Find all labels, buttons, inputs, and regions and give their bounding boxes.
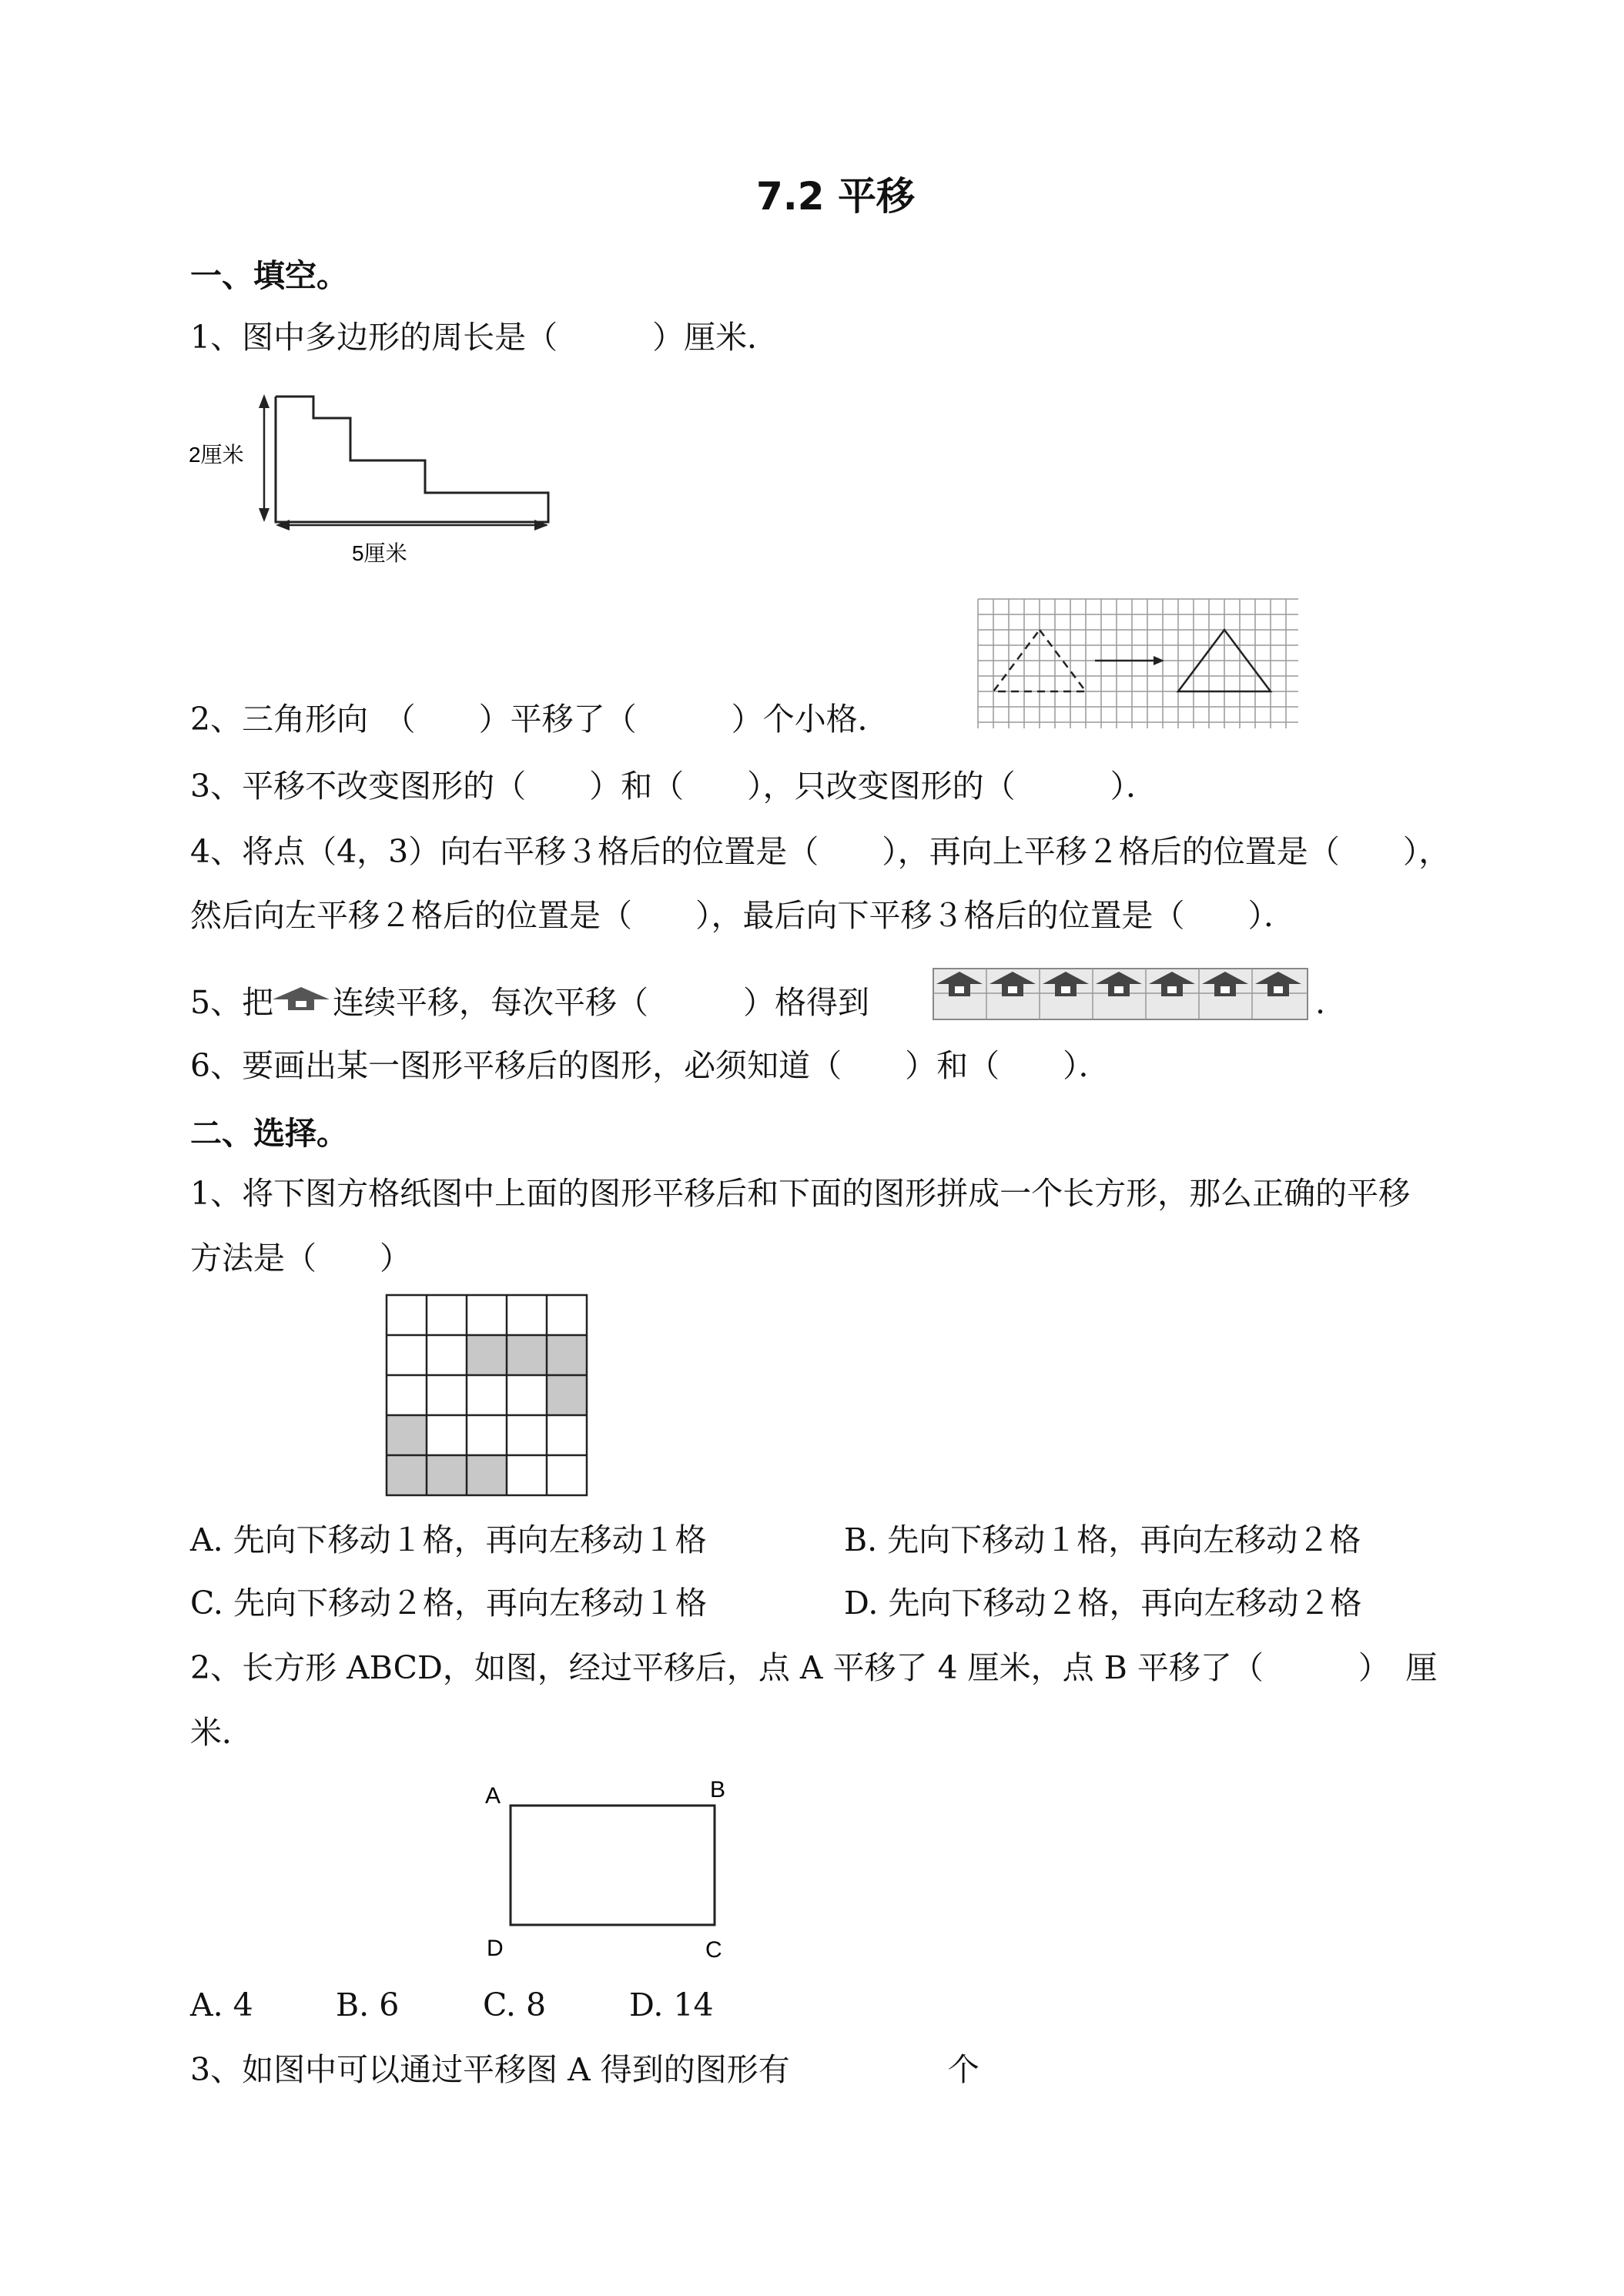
question-1-5-prefix: 5、把 <box>190 984 274 1021</box>
height-arrow-bottom <box>259 508 270 522</box>
option-2-1-d: D. 先向下移动２格，再向左移动２格 <box>844 1585 1362 1622</box>
height-arrow-top <box>259 394 270 408</box>
triangle-grid-figure <box>976 597 1300 728</box>
vertex-label-d: D <box>487 1936 504 1961</box>
option-2-2-a: A. 4 <box>190 1986 253 2023</box>
question-1-2: 2、三角形向 （ ）平移了（ ）个小格． <box>190 701 889 738</box>
translated-roof-strip <box>932 967 1309 1021</box>
section-heading-fill-blank: 一、填空。 <box>190 257 348 294</box>
option-2-2-d: D. 14 <box>629 1986 714 2023</box>
question-2-1-line2: 方法是（ ） <box>190 1240 411 1277</box>
question-1-6: 6、要画出某一图形平移后的图形，必须知道（ ）和（ ）． <box>190 1047 1110 1084</box>
section-heading-choice: 二、选择。 <box>190 1115 348 1152</box>
vertex-label-b: B <box>710 1777 726 1802</box>
question-2-2-line2: 米． <box>190 1714 253 1751</box>
question-1-5-middle: 连续平移，每次平移（ ）格得到 <box>333 984 869 1021</box>
staircase-outline <box>276 397 548 522</box>
option-2-1-b: B. 先向下移动１格，再向左移动２格 <box>844 1521 1361 1558</box>
option-2-2-b: B. 6 <box>336 1986 400 2023</box>
option-2-1-c: C. 先向下移动２格，再向左移动１格 <box>190 1585 707 1622</box>
question-2-2-line1: 2、长方形 ABCD，如图，经过平移后，点 A 平移了 4 厘米，点 B 平移了（ ） 厘 <box>190 1649 1438 1686</box>
question-1-1: 1、图中多边形的周长是（ ）厘米． <box>190 319 779 356</box>
square-grid-figure <box>387 1295 587 1495</box>
staircase-polygon-figure <box>185 385 554 570</box>
option-2-1-a: A. 先向下移动１格，再向左移动１格 <box>190 1521 707 1558</box>
question-2-1-line1: 1、将下图方格纸图中上面的图形平移后和下面的图形拼成一个长方形，那么正确的平移 <box>190 1175 1411 1212</box>
question-2-3: 3、如图中可以通过平移图 A 得到的图形有 个 <box>190 2051 979 2088</box>
question-1-5-suffix: . <box>1315 984 1326 1021</box>
question-1-4-line2: 然后向左平移２格后的位置是（ ），最后向下平移３格后的位置是（ ）． <box>190 897 1295 934</box>
rectangle-abcd <box>511 1806 715 1925</box>
rectangle-abcd-figure <box>477 1771 755 1971</box>
vertex-label-c: C <box>705 1937 722 1963</box>
page-title: 7.2 平移 <box>756 174 915 219</box>
height-label: 2厘米 <box>189 443 244 467</box>
question-1-3: 3、平移不改变图形的（ ）和（ ），只改变图形的（ ）． <box>190 768 1158 805</box>
house-roof-icon <box>271 986 331 1013</box>
option-2-2-c: C. 8 <box>483 1986 547 2023</box>
vertex-label-a: A <box>485 1783 501 1809</box>
width-label: 5厘米 <box>352 541 407 565</box>
question-1-4-line1: 4、将点（4，3）向右平移３格后的位置是（ ），再向上平移２格后的位置是（ ）， <box>190 833 1451 870</box>
